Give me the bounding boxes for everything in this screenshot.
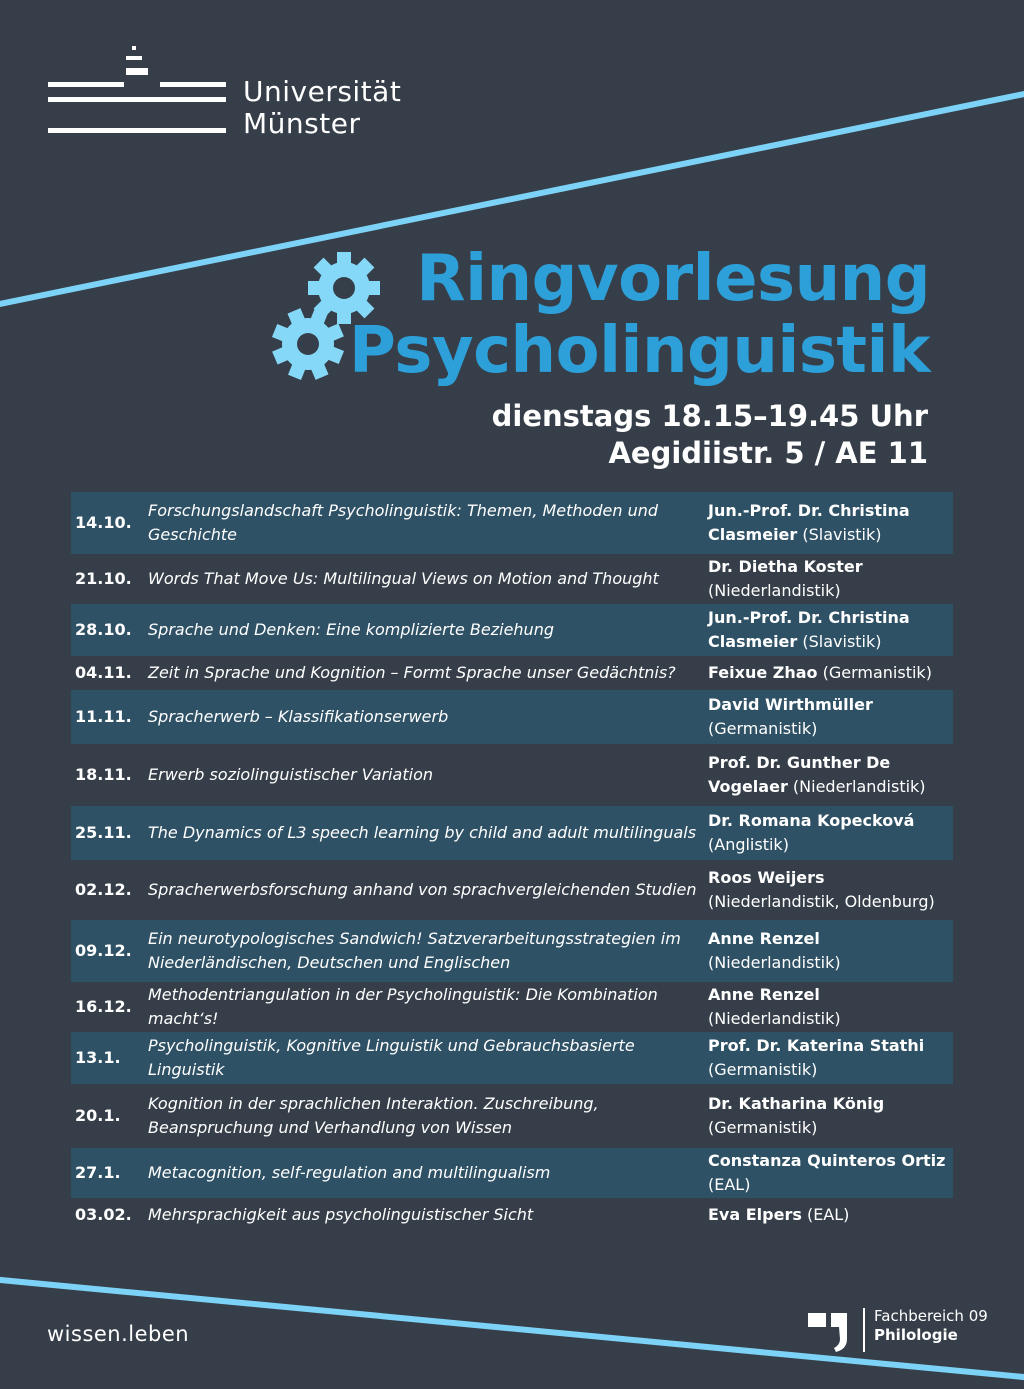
lecture-speaker	[708, 866, 953, 914]
lecture-date: 27.1.	[75, 1163, 121, 1182]
footer-separator	[863, 1308, 865, 1352]
lecture-date: 16.12.	[75, 997, 132, 1016]
speaker-name: Prof. Dr. Katerina Stathi	[708, 1036, 925, 1055]
schedule-row	[71, 744, 953, 806]
schedule-row	[71, 554, 953, 604]
lecture-date: 02.12.	[75, 880, 132, 899]
lecture-speaker	[708, 555, 953, 603]
schedule-row	[71, 920, 953, 982]
speaker-affiliation: (Niederlandistik, Oldenburg)	[708, 892, 935, 911]
speaker-name: Eva Elpers	[708, 1205, 802, 1224]
speaker-affiliation: (Niederlandistik)	[787, 777, 926, 796]
speaker-title: Jun.-Prof. Dr. Christina	[708, 608, 910, 627]
lecture-topic: Ein neurotypologisches Sandwich! Satzverarbeitungsstrategien im Niederländischen, Deutschen und Englischen	[148, 929, 681, 972]
lecture-topic: Spracherwerb – Klassifikationserwerb	[148, 707, 449, 726]
university-name-line2: Münster	[243, 107, 361, 140]
lecture-speaker	[708, 693, 953, 741]
speaker-name: Dr. Dietha Koster	[708, 557, 863, 576]
lecture-topic: Psycholinguistik, Kognitive Linguistik und Gebrauchsbasierte Linguistik	[148, 1036, 635, 1079]
lecture-date: 14.10.	[75, 513, 132, 532]
lecture-speaker	[708, 661, 953, 685]
faculty-line1: Fachbereich 09	[874, 1307, 988, 1325]
speaker-name: Vogelaer	[708, 777, 788, 796]
speaker-title: Jun.-Prof. Dr. Christina	[708, 501, 910, 520]
title-line2: Psycholinguistik	[349, 314, 930, 388]
lecture-topic: Zeit in Sprache und Kognition – Formt Sprache unser Gedächtnis?	[148, 663, 676, 682]
lecture-date: 28.10.	[75, 620, 132, 639]
lecture-topic: The Dynamics of L3 speech learning by child and adult multilinguals	[148, 823, 697, 842]
schedule-row	[71, 1148, 953, 1198]
speaker-affiliation: (EAL)	[708, 1175, 751, 1194]
time-and-place	[492, 398, 928, 472]
speaker-affiliation: (Niederlandistik)	[708, 1009, 841, 1028]
time-line: dienstags 18.15–19.45 Uhr	[491, 399, 928, 433]
speaker-name: Clasmeier	[708, 525, 798, 544]
lecture-topic: Spracherwerbsforschung anhand von sprachvergleichenden Studien	[148, 880, 697, 899]
speaker-affiliation: (Slavistik)	[797, 632, 882, 651]
speaker-name: Dr. Katharina König	[708, 1094, 885, 1113]
footer-slogan: wissen.leben	[47, 1322, 190, 1346]
lecture-topic: Kognition in der sprachlichen Interaktion. Zuschreibung, Beanspruchung und Verhandlung von Wissen	[148, 1094, 599, 1137]
schedule-row	[71, 690, 953, 744]
speaker-title: Prof. Dr. Gunther De	[708, 753, 891, 772]
speaker-name: Feixue Zhao	[708, 663, 818, 682]
speaker-name: Constanza Quinteros Ortiz	[708, 1151, 946, 1170]
lecture-date: 09.12.	[75, 941, 132, 960]
lecture-speaker	[708, 983, 953, 1031]
schedule-row	[71, 860, 953, 920]
speaker-name: Clasmeier	[708, 632, 798, 651]
speaker-affiliation: (Niederlandistik)	[708, 581, 841, 600]
lecture-date: 21.10.	[75, 569, 132, 588]
lecture-topic: Mehrsprachigkeit aus psycholinguistischer Sicht	[148, 1205, 534, 1224]
schedule-row	[71, 982, 953, 1032]
speaker-affiliation: (Slavistik)	[797, 525, 882, 544]
speaker-name: Anne Renzel	[708, 929, 820, 948]
speaker-name: David Wirthmüller	[708, 695, 873, 714]
lecture-speaker	[708, 1092, 953, 1140]
university-name-line1: Universität	[243, 75, 402, 108]
speaker-affiliation: (Germanistik)	[708, 1118, 818, 1137]
schedule-table	[71, 492, 953, 1232]
lecture-topic: Methodentriangulation in der Psycholinguistik: Die Kombination macht‘s!	[148, 985, 658, 1028]
lecture-topic: Forschungslandschaft Psycholinguistik: Themen, Methoden und Geschichte	[148, 501, 658, 544]
faculty-line2: Philologie	[874, 1326, 958, 1344]
lecture-date: 25.11.	[75, 823, 132, 842]
lecture-speaker	[708, 927, 953, 975]
lecture-speaker	[708, 1034, 953, 1082]
lecture-series-title	[349, 243, 930, 387]
lecture-topic: Words That Move Us: Multilingual Views on Motion and Thought	[148, 569, 659, 588]
schedule-row	[71, 656, 953, 690]
speaker-name: Dr. Romana Kopecková	[708, 811, 915, 830]
speaker-affiliation: (Germanistik)	[817, 663, 932, 682]
place-line: Aegidiistr. 5 / AE 11	[608, 436, 928, 470]
title-line1: Ringvorlesung	[416, 242, 930, 316]
lecture-speaker	[708, 606, 953, 654]
lecture-speaker	[708, 1203, 953, 1227]
lecture-speaker	[708, 499, 953, 547]
speaker-affiliation: (EAL)	[801, 1205, 850, 1224]
schedule-row	[71, 1084, 953, 1148]
lecture-date: 03.02.	[75, 1205, 132, 1224]
speaker-affiliation: (Niederlandistik)	[708, 953, 841, 972]
faculty-mark-icon	[806, 1309, 856, 1353]
lecture-speaker	[708, 751, 953, 799]
schedule-row	[71, 1032, 953, 1084]
lecture-topic: Erwerb soziolinguistischer Variation	[148, 765, 434, 784]
speaker-name: Roos Weijers	[708, 868, 825, 887]
schedule-row	[71, 1198, 953, 1232]
lecture-speaker	[708, 1149, 953, 1197]
speaker-name: Anne Renzel	[708, 985, 820, 1004]
faculty-name	[874, 1307, 988, 1345]
lecture-date: 18.11.	[75, 765, 132, 784]
speaker-affiliation: (Anglistik)	[708, 835, 789, 854]
lecture-date: 04.11.	[75, 663, 132, 682]
lecture-topic: Metacognition, self-regulation and multilingualism	[148, 1163, 551, 1182]
university-name	[243, 76, 401, 140]
lecture-speaker	[708, 809, 953, 857]
lecture-date: 20.1.	[75, 1106, 121, 1125]
lecture-date: 11.11.	[75, 707, 132, 726]
lecture-topic: Sprache und Denken: Eine komplizierte Beziehung	[148, 620, 554, 639]
speaker-affiliation: (Germanistik)	[708, 1060, 818, 1079]
schedule-row	[71, 806, 953, 860]
lecture-date: 13.1.	[75, 1048, 121, 1067]
speaker-affiliation: (Germanistik)	[708, 719, 818, 738]
schedule-row	[71, 492, 953, 554]
schedule-row	[71, 604, 953, 656]
university-logo-icon	[46, 44, 228, 140]
